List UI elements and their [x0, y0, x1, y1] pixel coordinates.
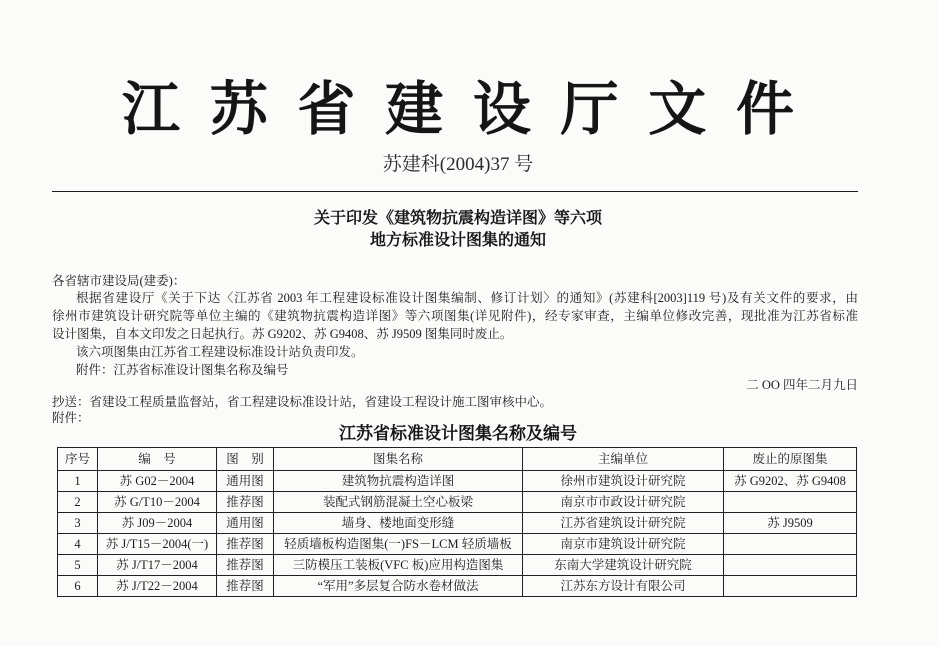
cell-replaced: [724, 534, 857, 555]
cell-no: 1: [58, 471, 98, 492]
attachment-note: 附件：江苏省标准设计图集名称及编号: [76, 363, 289, 377]
table-row: [58, 471, 857, 492]
document-header-title: 江 苏 省 建 设 厅 文 件: [122, 78, 794, 142]
cell-replaced: [724, 576, 857, 597]
table-row: [58, 576, 857, 597]
header-name: 图集名称: [274, 448, 523, 471]
cell-editor: 江苏省建筑设计研究院: [523, 513, 724, 534]
table-row: [58, 513, 857, 534]
distribution-note: 该六项图集由江苏省工程建设标准设计站负责印发。: [76, 345, 364, 359]
cell-replaced: 苏 G9202、苏 G9408: [724, 471, 857, 492]
cell-no: 3: [58, 513, 98, 534]
cell-name: 建筑物抗震构造详图: [274, 471, 523, 492]
header-editor: 主编单位: [523, 448, 724, 471]
header-code: 编 号: [98, 448, 217, 471]
cell-name: “军用”多层复合防水卷材做法: [274, 576, 523, 597]
salutation: 各省辖市建设局(建委)：: [52, 274, 186, 288]
cc-list: 抄送：省建设工程质量监督站，省工程建设标准设计站，省建设工程设计施工图审核中心。: [52, 395, 553, 409]
cell-type: 通用图: [217, 471, 274, 492]
table-row: [58, 555, 857, 576]
cell-name: 三防模压工装板(VFC 板)应用构造图集: [274, 555, 523, 576]
cell-type: 推荐图: [217, 534, 274, 555]
paragraph-line-2: 徐州市建筑设计研究院等单位主编的《建筑物抗震构造详图》等六项图集(详见附件)，经专家审查，主编单位修改完善，现批准为江苏省标准: [52, 309, 858, 323]
document-number: 苏建科(2004)37 号: [382, 154, 534, 175]
cell-code: 苏 J/T15－2004(一): [98, 534, 217, 555]
table-title: 江苏省标准设计图集名称及编号: [339, 424, 577, 444]
cell-name: 墙身、楼地面变形缝: [274, 513, 523, 534]
cell-editor: 徐州市建筑设计研究院: [523, 471, 724, 492]
cell-type: 推荐图: [217, 576, 274, 597]
issue-date: 二 OO 四年二月九日: [746, 378, 858, 392]
paragraph-line-1: 根据省建设厅《关于下达〈江苏省 2003 年工程建设标准设计图集编制、修订计划〉的通知》(苏建科[2003]119 号)及有关文件的要求，由: [76, 291, 858, 305]
cell-replaced: [724, 555, 857, 576]
table-header-row: [58, 448, 857, 471]
atlas-table: [57, 447, 857, 597]
cell-replaced: 苏 J9509: [724, 513, 857, 534]
header-replaced: 废止的原图集: [724, 448, 857, 471]
cell-no: 6: [58, 576, 98, 597]
paragraph-line-3: 设计图集，自本文印发之日起执行。苏 G9202、苏 G9408、苏 J9509 图集同时废止。: [52, 327, 513, 341]
table-row: [58, 492, 857, 513]
cell-editor: 南京市建筑设计研究院: [523, 534, 724, 555]
cell-code: 苏 J09－2004: [98, 513, 217, 534]
table-row: [58, 534, 857, 555]
cell-type: 推荐图: [217, 555, 274, 576]
cell-editor: 江苏东方设计有限公司: [523, 576, 724, 597]
cell-code: 苏 J/T17－2004: [98, 555, 217, 576]
cell-code: 苏 G02－2004: [98, 471, 217, 492]
cell-no: 5: [58, 555, 98, 576]
cell-type: 推荐图: [217, 492, 274, 513]
attachment-label: 附件：: [52, 411, 90, 425]
cell-code: 苏 G/T10－2004: [98, 492, 217, 513]
cell-name: 轻质墙板构造图集(一)FS－LCM 轻质墙板: [274, 534, 523, 555]
cell-code: 苏 J/T22－2004: [98, 576, 217, 597]
cell-editor: 南京市市政设计研究院: [523, 492, 724, 513]
cell-replaced: [724, 492, 857, 513]
header-divider: [52, 191, 858, 192]
cell-name: 装配式钢筋混凝土空心板梁: [274, 492, 523, 513]
cell-no: 2: [58, 492, 98, 513]
cell-type: 通用图: [217, 513, 274, 534]
notice-title-line-2: 地方标准设计图集的通知: [369, 230, 546, 249]
cell-no: 4: [58, 534, 98, 555]
header-no: 序号: [58, 448, 98, 471]
header-type: 图 别: [217, 448, 274, 471]
cell-editor: 东南大学建筑设计研究院: [523, 555, 724, 576]
notice-title-line-1: 关于印发《建筑物抗震构造详图》等六项: [313, 208, 602, 227]
